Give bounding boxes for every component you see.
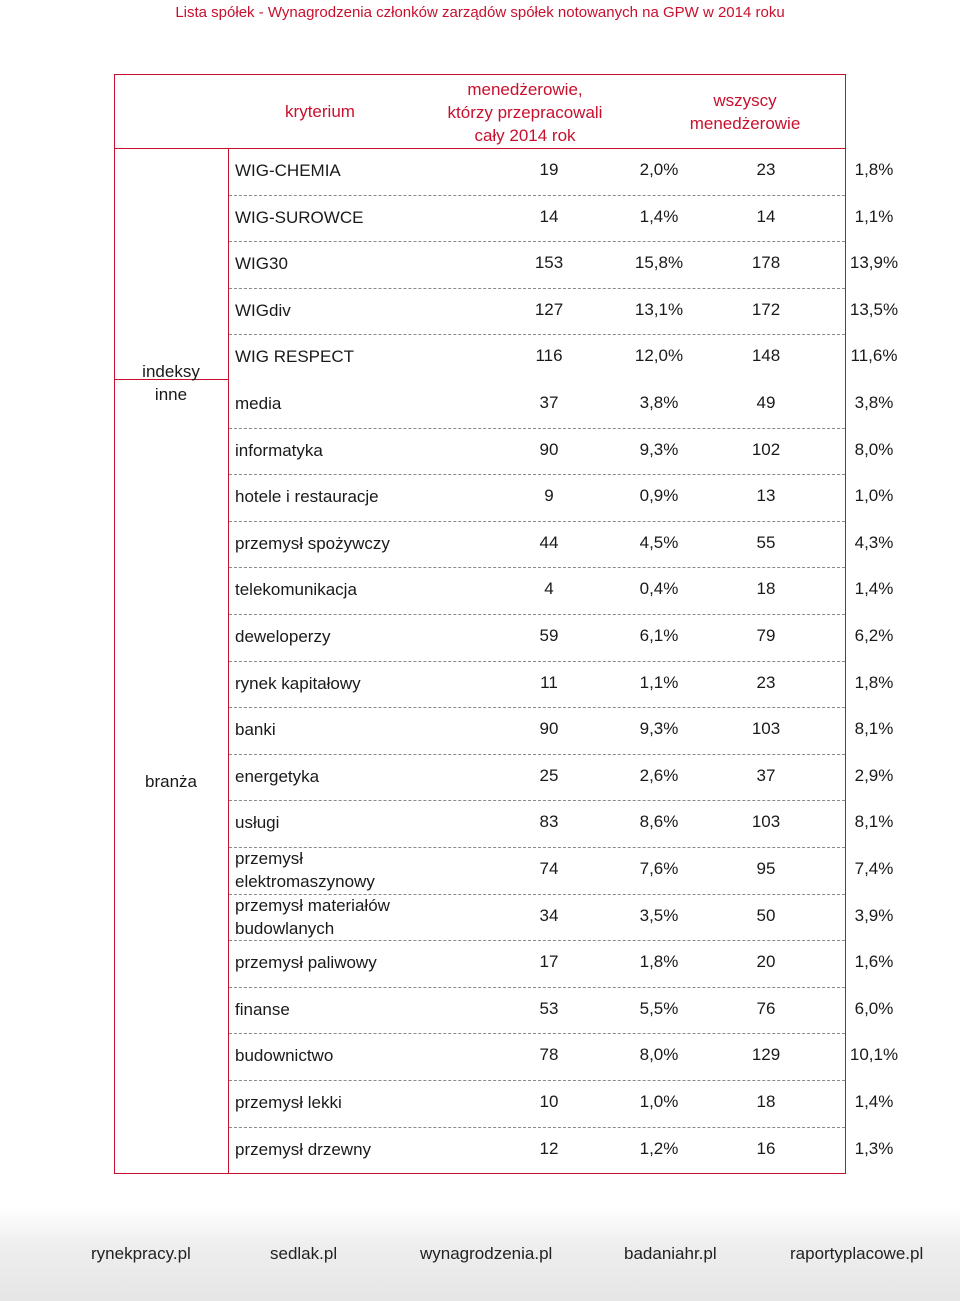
row-count-full-year: 78 <box>539 1045 559 1065</box>
table-row <box>229 521 894 569</box>
row-percent-all: 4,3% <box>854 532 894 552</box>
table-row <box>229 987 894 1035</box>
row-percent-all: 11,6% <box>850 346 898 366</box>
row-percent-all: 3,9% <box>854 905 894 925</box>
row-percent-full-year: 0,9% <box>639 486 679 506</box>
row-percent-full-year: 1,4% <box>639 206 679 226</box>
row-count-full-year: 4 <box>544 579 554 599</box>
row-percent-full-year: 3,5% <box>639 905 679 925</box>
row-percent-all: 1,4% <box>854 1092 894 1111</box>
row-percent-full-year: 3,8% <box>639 393 679 412</box>
row-name: media <box>235 394 282 413</box>
row-percent-full-year: 7,6% <box>639 859 679 878</box>
header-all-line1: wszyscy <box>713 91 777 110</box>
row-name: telekomunikacja <box>235 580 357 600</box>
page-title: Lista spółek - Wynagrodzenia członków zarządów spółek notowanych na GPW w 2014 roku <box>175 4 785 21</box>
row-percent-all: 13,9% <box>849 253 899 273</box>
row-count-full-year: 153 <box>534 253 564 273</box>
row-name: hotele i restauracje <box>235 487 379 507</box>
table-row <box>229 1080 894 1128</box>
table-row <box>229 661 894 709</box>
row-percent-full-year: 2,6% <box>639 765 679 785</box>
row-name: usługi <box>235 813 280 833</box>
table-row <box>229 474 894 522</box>
row-percent-full-year: 1,0% <box>639 1092 679 1111</box>
row-name: WIG-CHEMIA <box>235 161 341 180</box>
row-percent-all: 10,1% <box>849 1045 899 1065</box>
row-name: WIG30 <box>235 254 288 274</box>
group-indeksy-line2: inne <box>154 385 188 404</box>
group-indeksy-inne <box>115 148 229 404</box>
row-percent-full-year: 9,3% <box>639 719 679 739</box>
row-percent-all: 1,3% <box>854 1138 894 1158</box>
table-row <box>229 800 894 848</box>
table-row <box>229 241 899 289</box>
header-full-year-line3: cały 2014 rok <box>474 126 576 145</box>
table-row <box>229 567 894 615</box>
row-percent-all: 1,8% <box>854 672 894 692</box>
table-row <box>229 148 894 196</box>
row-percent-all: 1,8% <box>854 160 894 179</box>
row-count-all: 16 <box>756 1138 776 1158</box>
group-branza <box>115 380 229 1173</box>
row-count-all: 79 <box>756 626 776 645</box>
row-count-full-year: 116 <box>535 346 563 366</box>
row-count-full-year: 11 <box>540 672 558 692</box>
row-percent-all: 1,4% <box>854 579 894 599</box>
row-count-full-year: 59 <box>539 626 559 645</box>
row-name: przemysł lekki <box>235 1093 342 1112</box>
footer-link-wynagrodzenia[interactable]: wynagrodzenia.pl <box>420 1244 553 1263</box>
data-table <box>114 74 899 1174</box>
row-percent-full-year: 1,1% <box>639 672 679 692</box>
row-count-all: 18 <box>756 579 776 599</box>
header-full-year-managers <box>415 78 635 147</box>
header-full-year-line2: którzy przepracowali <box>447 103 603 122</box>
table-row <box>229 381 894 429</box>
row-count-all: 20 <box>756 952 776 972</box>
row-percent-full-year: 8,0% <box>639 1045 679 1065</box>
row-name: przemysł materiałów budowlanych <box>235 895 390 938</box>
row-name: przemysł paliwowy <box>235 953 377 973</box>
row-count-full-year: 10 <box>539 1092 559 1111</box>
row-percent-full-year: 5,5% <box>639 998 679 1018</box>
table-row <box>229 614 894 662</box>
row-count-full-year: 127 <box>534 299 564 319</box>
footer-links <box>0 1244 960 1268</box>
footer-link-rynekpracy[interactable]: rynekpracy.pl <box>91 1244 191 1263</box>
row-count-full-year: 14 <box>539 206 559 226</box>
table-row <box>229 195 894 243</box>
row-name: budownictwo <box>235 1046 334 1066</box>
table-row <box>229 288 899 336</box>
row-count-full-year: 25 <box>539 765 559 785</box>
row-percent-all: 1,1% <box>854 206 894 226</box>
row-count-all: 103 <box>751 719 781 739</box>
row-name: przemysł elektromaszynowy <box>235 849 375 891</box>
table-header <box>115 75 845 149</box>
row-count-all: 129 <box>751 1045 781 1065</box>
row-count-all: 23 <box>756 160 776 179</box>
row-percent-full-year: 2,0% <box>639 160 679 179</box>
row-count-full-year: 37 <box>539 393 559 412</box>
row-name: WIG-SUROWCE <box>235 207 364 227</box>
table-row <box>229 1033 899 1081</box>
row-name: finanse <box>235 999 290 1019</box>
row-percent-all: 13,5% <box>849 299 899 319</box>
row-percent-all: 1,0% <box>854 486 894 506</box>
row-percent-full-year: 1,2% <box>639 1138 679 1158</box>
row-count-full-year: 17 <box>539 952 559 972</box>
row-count-all: 95 <box>756 859 776 878</box>
row-count-full-year: 34 <box>539 905 559 925</box>
row-percent-all: 8,0% <box>854 439 894 459</box>
row-percent-all: 2,9% <box>854 765 894 785</box>
row-count-full-year: 83 <box>539 812 559 832</box>
header-kryterium: kryterium <box>285 102 355 121</box>
row-percent-all: 3,8% <box>854 393 894 412</box>
row-percent-full-year: 15,8% <box>634 253 684 273</box>
table-row <box>229 707 894 755</box>
row-count-full-year: 90 <box>539 719 559 739</box>
row-count-all: 76 <box>756 998 776 1018</box>
row-count-full-year: 90 <box>539 439 559 459</box>
row-name: przemysł spożywczy <box>235 533 390 553</box>
table-row <box>229 847 894 895</box>
table-row <box>229 334 898 381</box>
row-count-full-year: 12 <box>539 1138 559 1158</box>
row-count-all: 49 <box>756 393 776 412</box>
row-name: rynek kapitałowy <box>235 673 361 693</box>
table-row <box>229 894 894 942</box>
row-percent-all: 6,2% <box>854 626 894 645</box>
row-percent-full-year: 4,5% <box>639 532 679 552</box>
row-percent-full-year: 12,0% <box>634 346 684 366</box>
row-name: informatyka <box>235 440 323 460</box>
row-name: deweloperzy <box>235 627 331 646</box>
footer-link-raportyplacowe[interactable]: raportyplacowe.pl <box>790 1244 924 1263</box>
row-count-all: 23 <box>756 672 776 692</box>
footer-link-sedlak[interactable]: sedlak.pl <box>270 1244 338 1263</box>
row-count-full-year: 53 <box>539 998 559 1018</box>
row-percent-full-year: 0,4% <box>639 579 679 599</box>
row-percent-full-year: 13,1% <box>634 299 684 319</box>
row-percent-full-year: 6,1% <box>639 626 679 645</box>
row-name: energetyka <box>235 766 320 786</box>
table-row <box>229 940 894 988</box>
row-count-full-year: 19 <box>539 160 559 179</box>
row-count-all: 103 <box>751 812 781 832</box>
row-count-full-year: 9 <box>544 486 554 506</box>
row-count-full-year: 74 <box>539 859 559 878</box>
footer-link-badaniahr[interactable]: badaniahr.pl <box>624 1244 717 1263</box>
row-name: WIG RESPECT <box>235 347 355 367</box>
table-row <box>229 1127 894 1174</box>
row-percent-full-year: 9,3% <box>639 439 679 459</box>
row-name: WIGdiv <box>235 300 291 320</box>
row-count-all: 50 <box>756 905 776 925</box>
row-percent-all: 6,0% <box>854 998 894 1018</box>
group-branza-label: branża <box>145 772 197 791</box>
row-count-all: 148 <box>751 346 781 366</box>
table-row <box>229 754 894 802</box>
row-count-all: 14 <box>756 206 776 226</box>
row-count-all: 18 <box>756 1092 776 1111</box>
row-count-all: 55 <box>756 532 776 552</box>
row-count-all: 13 <box>756 486 776 506</box>
row-name: banki <box>235 720 276 740</box>
row-percent-all: 8,1% <box>854 719 894 739</box>
row-count-all: 37 <box>756 765 776 785</box>
row-percent-all: 8,1% <box>854 812 894 832</box>
header-all-line2: menedżerowie <box>689 114 801 133</box>
group-indeksy-line1: indeksy <box>142 362 200 381</box>
row-count-full-year: 44 <box>539 532 559 552</box>
row-percent-full-year: 1,8% <box>639 952 679 972</box>
row-percent-all: 1,6% <box>854 952 894 972</box>
row-name: przemysł drzewny <box>235 1139 372 1159</box>
row-percent-full-year: 8,6% <box>639 812 679 832</box>
table-row <box>229 428 894 476</box>
row-count-all: 178 <box>751 253 781 273</box>
header-full-year-line1: menedżerowie, <box>467 80 583 99</box>
row-count-all: 102 <box>751 439 781 459</box>
row-count-all: 172 <box>751 299 781 319</box>
header-all-managers <box>655 89 835 135</box>
row-percent-all: 7,4% <box>854 859 894 878</box>
